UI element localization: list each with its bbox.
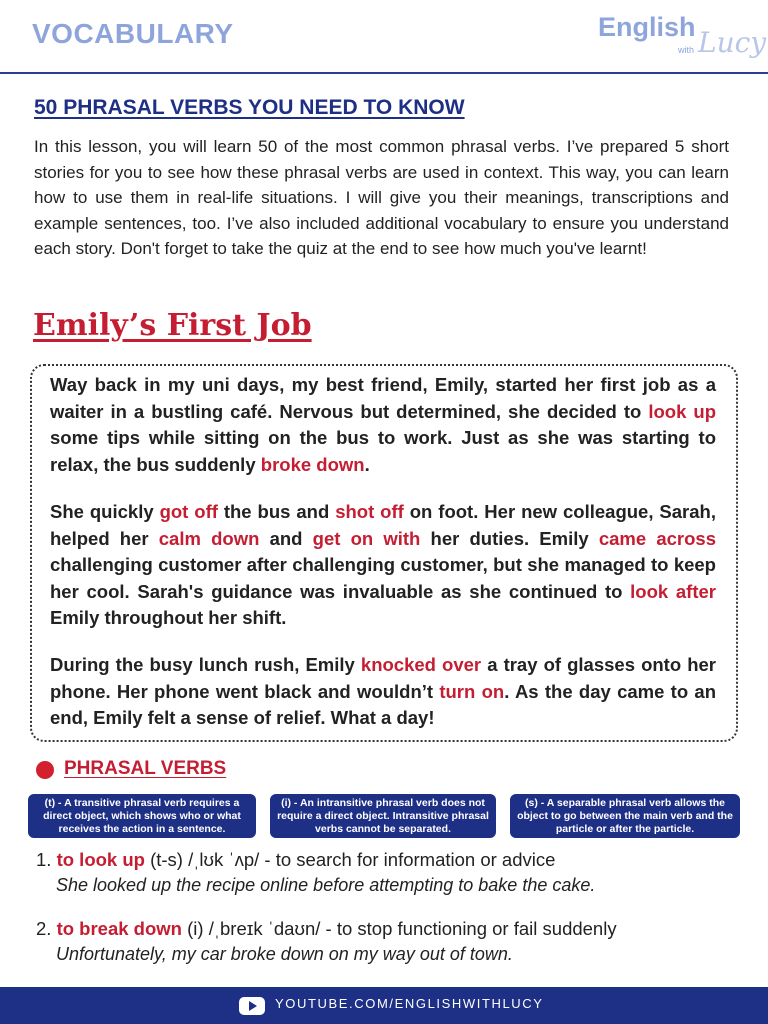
logo-lucy: Lucy	[698, 26, 767, 59]
story-text: Way back in my uni days, my best friend, Emily, started her first job as a waiter in a bustling café. Nervous but determined, she decided to	[50, 374, 716, 422]
brand-logo	[598, 12, 767, 62]
story-text: . As the day came to an end, Emily felt a sense of relief. What a day!	[50, 680, 717, 728]
entry-term: to break down	[56, 918, 182, 939]
page-header	[0, 0, 768, 74]
story-text: a tray of glasses onto her phone. Her phone went black and wouldn’t	[50, 654, 716, 702]
legend-text: (i) - An intransitive phrasal verb does not require a direct object. Intransitive phrasal verbs cannot be separated.	[277, 797, 489, 835]
legend-text: (t) - A transitive phrasal verb requires a direct object, which shows who or what receives the action in a sentence.	[43, 797, 241, 835]
phrasal-verb-highlight: look after	[630, 580, 716, 602]
story-paragraph-2	[50, 499, 716, 632]
entry-ipa: /ˌbreɪk ˈdaʊn/	[208, 918, 321, 939]
story-paragraph-1	[50, 372, 716, 478]
legend-transitive	[28, 794, 256, 838]
phrasal-verb-highlight: calm down	[158, 527, 260, 549]
legend-intransitive	[270, 794, 496, 838]
entry-example-1: She looked up the recipe online before attempting to bake the cake.	[56, 875, 596, 895]
story-title: Emily’s First Job	[33, 308, 312, 343]
story-text: and	[259, 527, 313, 549]
footer-channel-link[interactable]: YOUTUBE.COM/ENGLISHWITHLUCY	[275, 996, 544, 1011]
page-footer	[0, 987, 768, 1024]
story-text: some tips while sitting on the bus to work. Just as she was starting to relax, the bus suddenly	[50, 427, 716, 475]
story-text: Emily throughout her shift.	[50, 607, 287, 628]
vocab-entry-1	[36, 849, 555, 871]
phrasal-verb-highlight: get on with	[312, 527, 421, 549]
entry-type: (i)	[187, 918, 204, 939]
phrasal-verb-highlight: turn on	[439, 680, 505, 702]
story-text: the bus and	[217, 501, 336, 522]
section-title: VOCABULARY	[32, 18, 234, 49]
logo-english: English	[598, 12, 696, 42]
entry-example-2: Unfortunately, my car broke down on my way out of town.	[56, 944, 513, 964]
story-text: .	[364, 453, 370, 475]
phrasal-verb-highlight: look up	[648, 400, 716, 422]
entry-number: 2.	[36, 918, 52, 939]
legend-text: (s) - A separable phrasal verb allows the object to go between the main verb and the particle or after the particle.	[517, 797, 733, 835]
entry-term: to look up	[56, 849, 145, 870]
entry-type: (t-s)	[150, 849, 183, 870]
story-text: She quickly	[50, 501, 160, 522]
story-text: challenging customer after challenging customer, but she managed to keep her cool. Sarah's guidance was invaluable as she continued to	[50, 554, 716, 602]
phrasal-verb-highlight: shot off	[335, 501, 404, 522]
phrasal-verb-highlight: broke down	[260, 453, 365, 475]
phrasal-verb-highlight: knocked over	[360, 654, 482, 675]
story-text: During the busy lunch rush, Emily	[50, 654, 361, 675]
story-text: her duties. Emily	[420, 527, 599, 549]
phrasal-verb-highlight: came across	[598, 527, 716, 549]
entry-definition: - to stop functioning or fail suddenly	[325, 918, 617, 939]
phrasal-verbs-heading-label: PHRASAL VERBS	[64, 758, 227, 779]
story-paragraph-3	[50, 652, 716, 732]
lesson-intro: In this lesson, you will learn 50 of the most common phrasal verbs. I’ve prepared 5 short stories for you to see how these phrasal verbs are used in context. This way, you can learn how to use them in real-life situations. I will give you their meanings, transcriptions and example sentences, too. I’ve also included additional vocabulary to ensure you understand each story. Don't forget to take the quiz at the end to see how much you've learnt!	[34, 137, 729, 259]
phrasal-verb-highlight: got off	[159, 501, 218, 522]
lesson-title: 50 PHRASAL VERBS YOU NEED TO KNOW	[34, 96, 465, 119]
logo-with: with	[678, 45, 695, 55]
legend-separable	[510, 794, 740, 838]
bullet-dot-icon	[36, 761, 54, 779]
entry-definition: - to search for information or advice	[264, 849, 556, 870]
youtube-icon	[239, 997, 265, 1015]
entry-ipa: /ˌlʊk ˈʌp/	[188, 849, 260, 870]
story-text: on foot. Her new colleague, Sarah, helped her	[50, 501, 716, 549]
entry-number: 1.	[36, 849, 52, 870]
vocab-entry-2	[36, 918, 617, 940]
story-box	[30, 364, 738, 742]
